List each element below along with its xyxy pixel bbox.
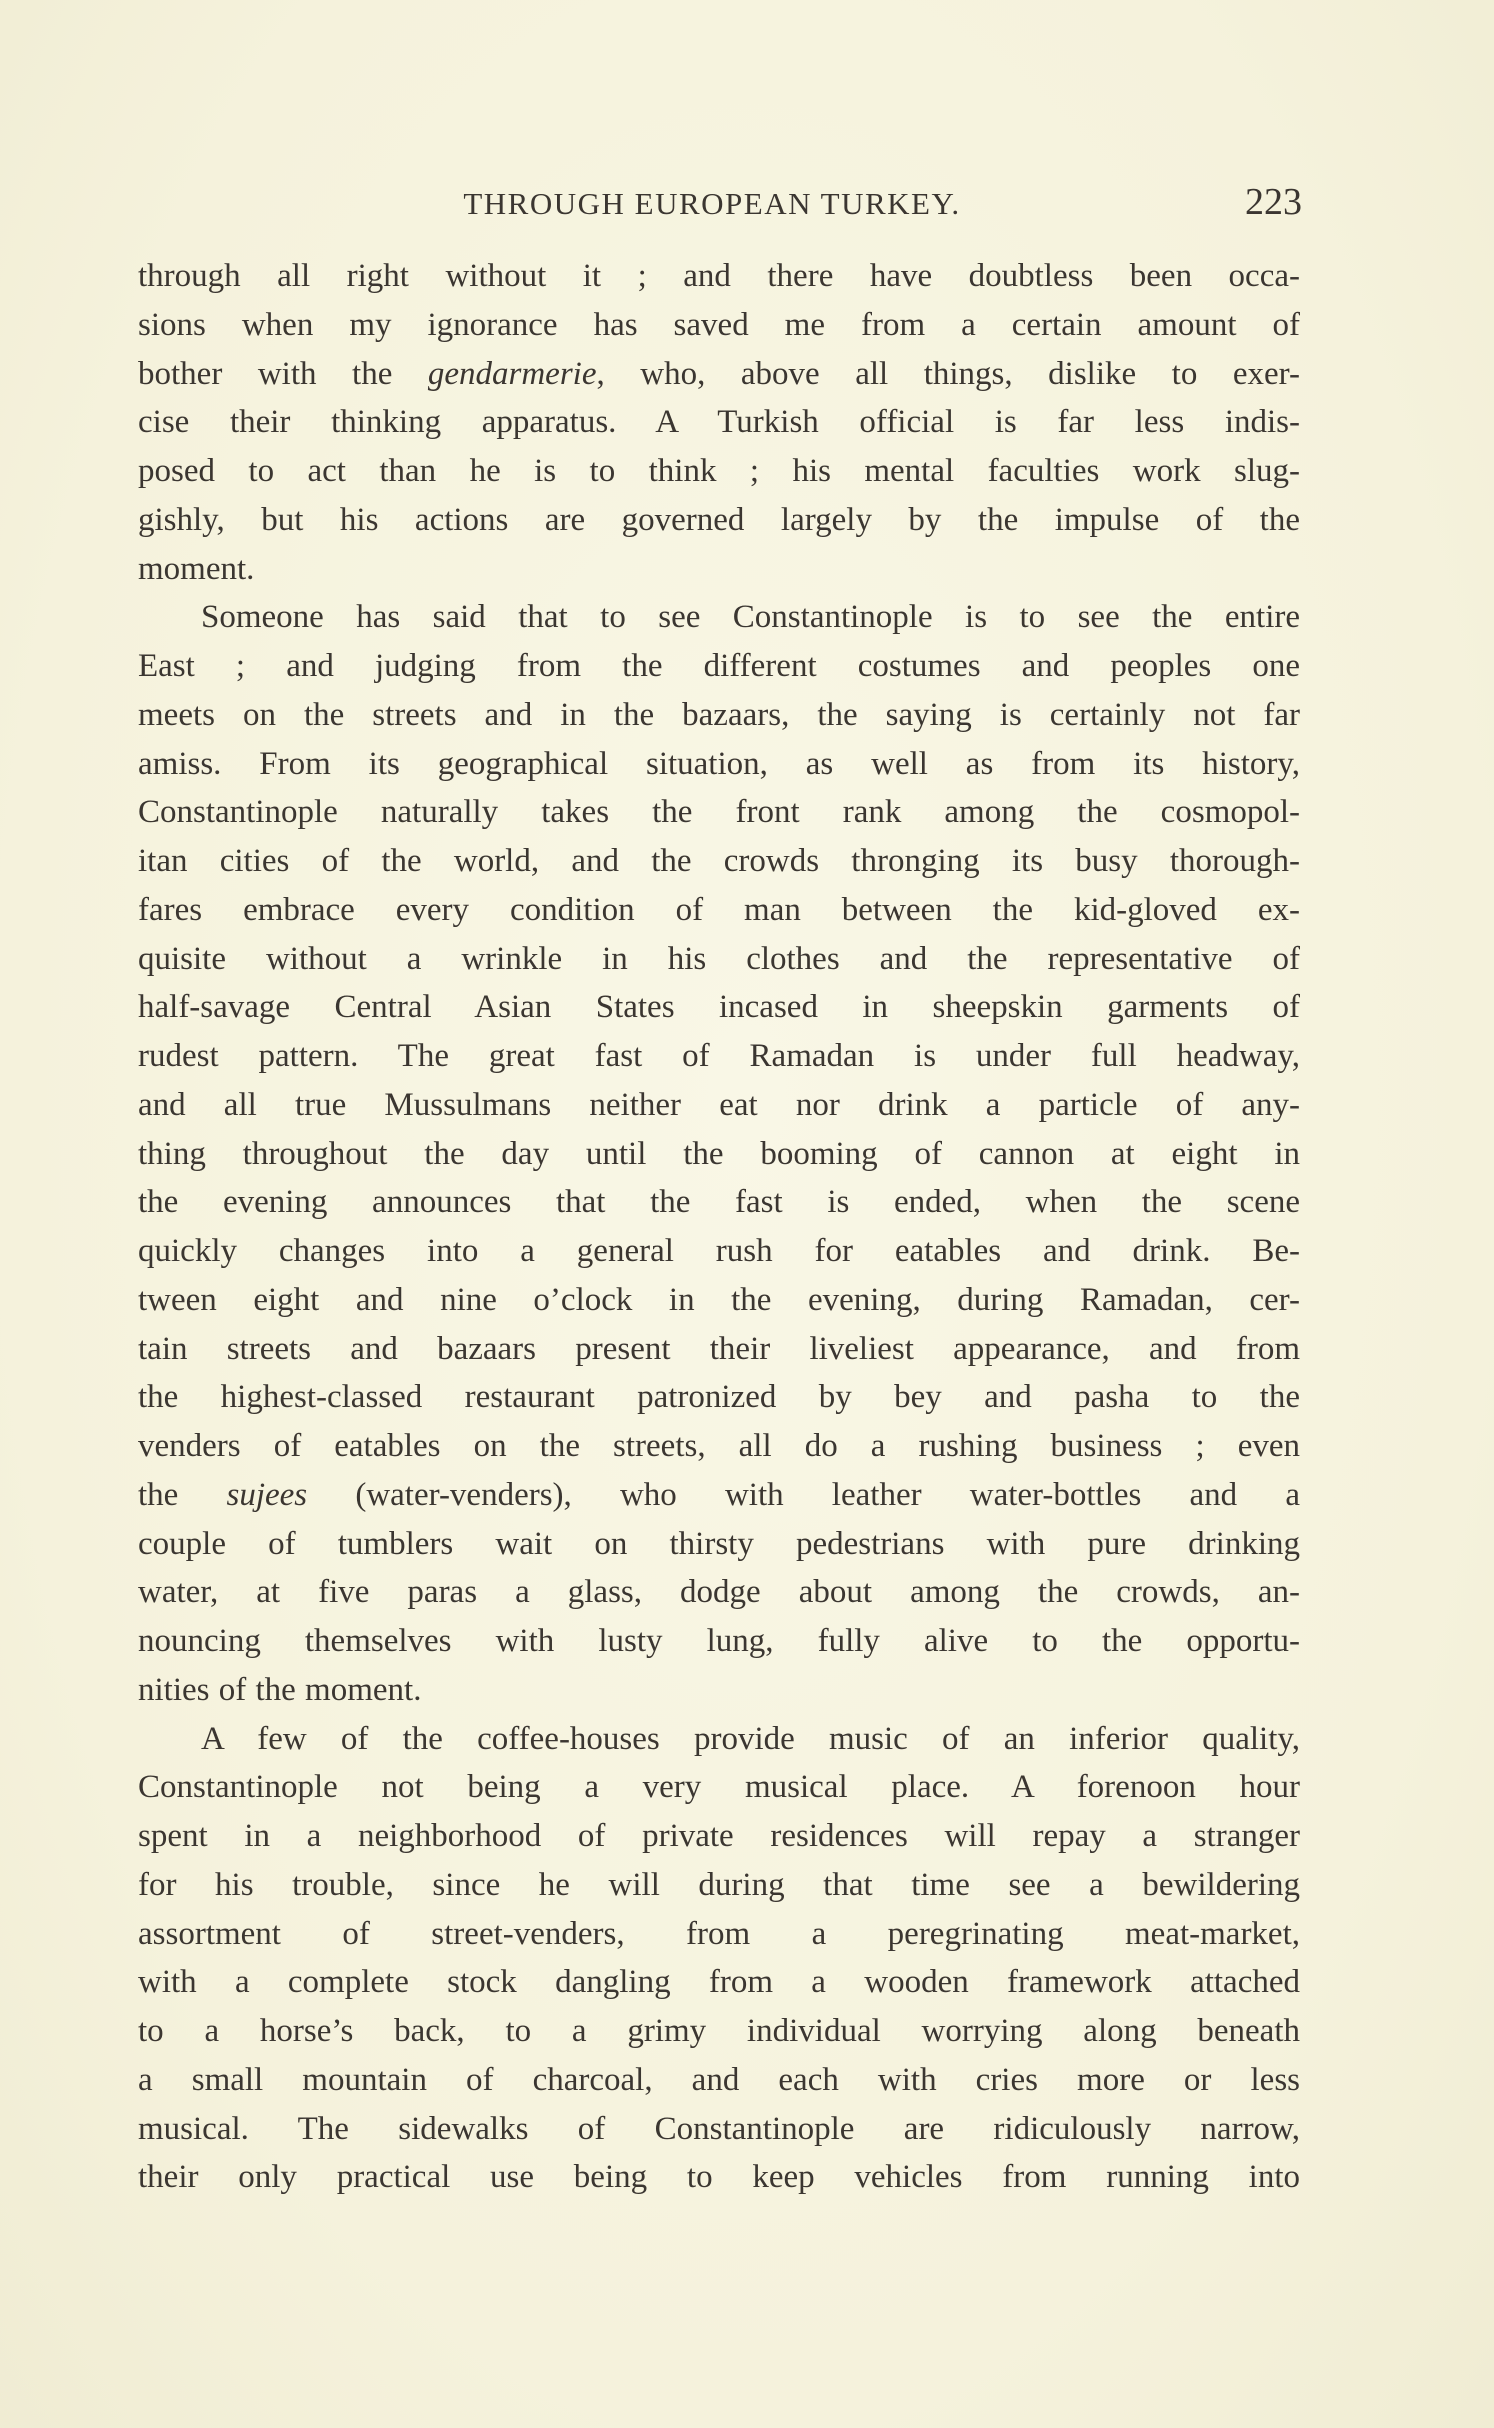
text-line [138,496,1300,545]
page-number: 223 [1245,181,1302,223]
line-text: bother with the [138,355,428,392]
text-line [138,1812,1300,1861]
line-text: East ; and judging from the different costumes and peoples one [138,648,1300,684]
text-line [138,1861,1300,1910]
line-text: water, at five paras a glass, dodge about among the crowds, an- [138,1574,1300,1611]
text-line [138,1715,1300,1764]
italic-term: sujees [226,1476,308,1513]
text-line [138,301,1300,350]
line-text: gishly, but his actions are governed largely by the impulse of the [138,501,1300,538]
line-text: fares embrace every condition of man between the kid-gloved ex- [138,891,1300,928]
text-line [138,788,1300,837]
line-text: to a horse’s back, to a grimy individual worrying along beneath [138,2013,1300,2049]
line-text: itan cities of the world, and the crowds thronging its busy thorough- [138,843,1300,879]
line-text: A few of the coffee-houses provide music of an inferior quality, [201,1720,1300,1757]
text-line [138,593,1300,642]
line-text: (water-venders), who with leather water-bottles and a [307,1476,1300,1513]
text-line [138,2153,1300,2202]
line-text: posed to act than he is to think ; his mental faculties work slug- [138,453,1300,489]
line-text: a small mountain of charcoal, and each with cries more or less [138,2061,1300,2098]
line-text: for his trouble, since he will during that time see a bewildering [138,1866,1300,1903]
text-line [138,1276,1300,1325]
line-text: half-savage Central Asian States incased in sheepskin garments of [138,989,1300,1026]
line-text: quisite without a wrinkle in his clothes and the representative of [138,940,1300,977]
text-line [138,2056,1300,2105]
text-line [138,1373,1300,1422]
text-line [138,642,1300,691]
text-line [138,983,1300,1032]
line-text: cise their thinking apparatus. A Turkish official is far less indis- [138,404,1300,441]
paragraph [138,593,1300,1714]
line-text: couple of tumblers wait on thirsty pedestrians with pure drinking [138,1525,1300,1562]
line-text: and all true Mussulmans neither eat nor drink a particle of any- [138,1086,1300,1123]
line-text: their only practical use being to keep vehicles from running into [138,2159,1300,2196]
text-line [138,2007,1300,2056]
text-line [138,1178,1300,1227]
text-line [138,1568,1300,1617]
text-line [138,1763,1300,1812]
text-line [138,545,1300,594]
line-text: nities of the moment. [138,1671,422,1708]
text-line [138,1227,1300,1276]
line-text: rudest pattern. The great fast of Ramadan is under full headway, [138,1038,1300,1074]
text-line [138,1520,1300,1569]
italic-term: gendarmerie [427,355,597,392]
line-text: the evening announces that the fast is ended, when the scene [138,1184,1300,1221]
text-line [138,1666,1300,1715]
line-text: meets on the streets and in the bazaars, the saying is certainly not far [138,696,1300,733]
line-text: spent in a neighborhood of private residences will repay a stranger [138,1818,1300,1854]
text-line [138,1617,1300,1666]
line-text: the highest-classed restaurant patronized by bey and pasha to the [138,1379,1300,1416]
text-line [138,1325,1300,1374]
line-text: , who, above all things, dislike to exer- [596,355,1300,392]
text-line [138,1422,1300,1471]
paragraph [138,1715,1300,2203]
line-text: musical. The sidewalks of Constantinople are ridiculously narrow, [138,2110,1300,2147]
line-text: venders of eatables on the streets, all do a rushing business ; even [138,1428,1300,1464]
line-text: tween eight and nine o’clock in the evening, during Ramadan, cer- [138,1281,1300,1318]
running-title: THROUGH EUROPEAN TURKEY. [463,186,961,221]
line-text: quickly changes into a general rush for eatables and drink. Be- [138,1233,1300,1269]
line-text: Someone has said that to see Constantinople is to see the entire [201,599,1300,636]
line-text: through all right without it ; and there have doubtless been occa- [138,258,1300,294]
text-line [138,350,1300,399]
text-line [138,252,1300,301]
text-line [138,1958,1300,2007]
text-line [138,740,1300,789]
text-line [138,886,1300,935]
paragraph [138,252,1300,593]
line-text: thing throughout the day until the booming of cannon at eight in [138,1135,1300,1172]
text-line [138,1130,1300,1179]
text-line [138,1471,1300,1520]
line-text: amiss. From its geographical situation, as well as from its history, [138,745,1300,782]
text-line [138,398,1300,447]
text-line [138,837,1300,886]
text-line [138,1910,1300,1959]
text-line [138,691,1300,740]
text-line [138,1032,1300,1081]
text-line [138,1081,1300,1130]
line-text: nouncing themselves with lusty lung, fully alive to the opportu- [138,1623,1300,1659]
line-text: Constantinople naturally takes the front rank among the cosmopol- [138,794,1300,831]
line-text: Constantinople not being a very musical place. A forenoon hour [138,1769,1300,1806]
text-line [138,2105,1300,2154]
line-text: moment. [138,550,255,587]
line-text: tain streets and bazaars present their liveliest appearance, and from [138,1330,1300,1367]
text-line [138,447,1300,496]
line-text: with a complete stock dangling from a wooden framework attached [138,1964,1300,2001]
line-text: assortment of street-venders, from a peregrinating meat-market, [138,1915,1300,1952]
line-text: sions when my ignorance has saved me from a certain amount of [138,306,1300,343]
text-line [138,935,1300,984]
body-text [138,252,1300,2202]
line-text: the [138,1476,227,1513]
